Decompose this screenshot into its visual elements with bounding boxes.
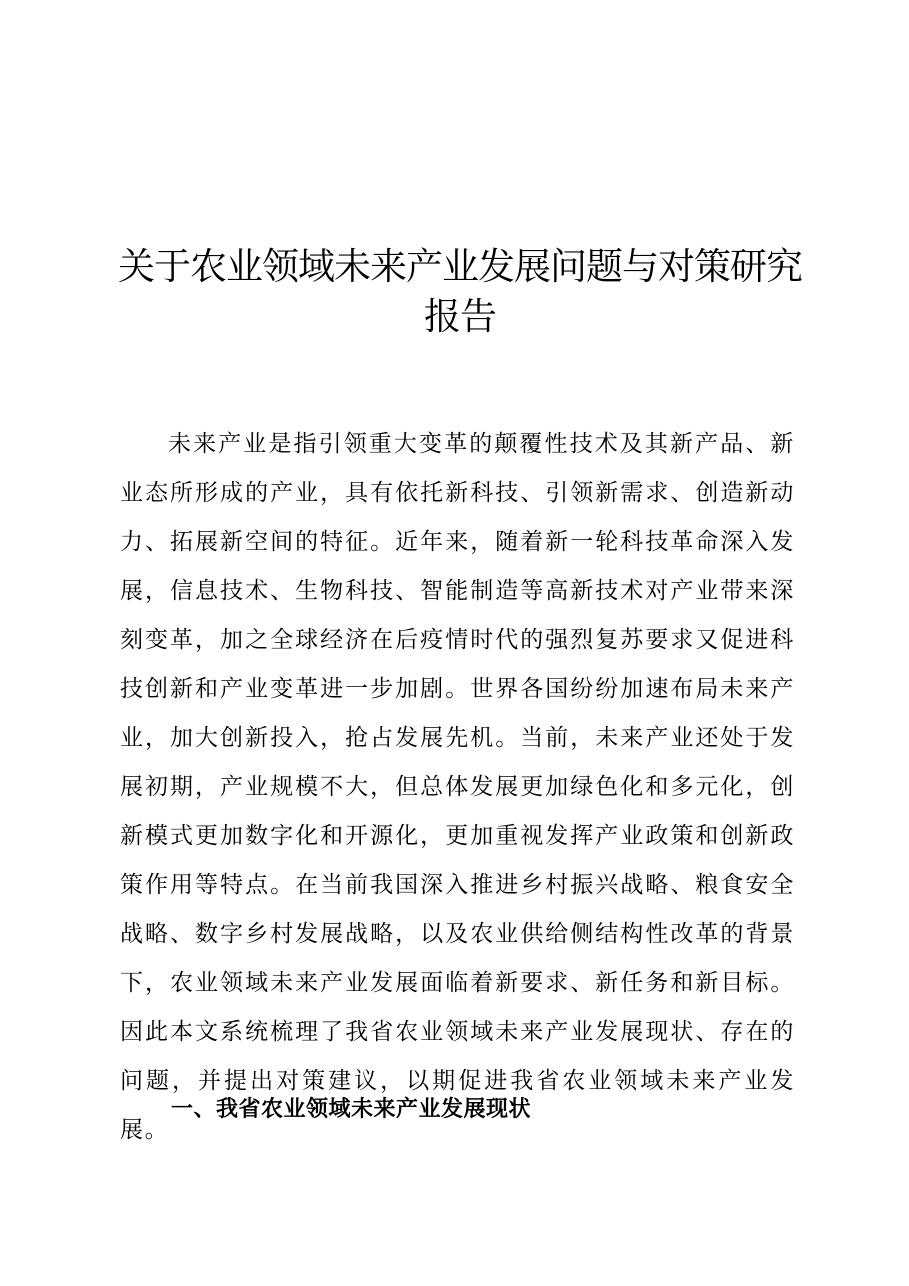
intro-paragraph: 未来产业是指引领重大变革的颠覆性技术及其新产品、新业态所形成的产业，具有依托新科技、引领新需求、创造新动力、拓展新空间的特征。近年来，随着新一轮科技革命深入发展，信息技术、生物科技、智能制造等高新技术对产业带来深刻变革，加之全球经济在后疫情时代的强烈复苏要求又促进科技创新和产业变革进一步加剧。世界各国纷纷加速布局未来产业，加大创新投入，抢占发展先机。当前，未来产业还处于发展初期，产业规模不大，但总体发展更加绿色化和多元化，创新模式更加数字化和开源化，更加重视发挥产业政策和创新政策作用等特点。在当前我国深入推进乡村振兴战略、粮食安全战略、数字乡村发展战略，以及农业供给侧结构性改革的背景下，农业领域未来产业发展面临着新要求、新任务和新目标。因此本文系统梳理了我省农业领域未来产业发展现状、存在的问题，并提出对策建议，以期促进我省农业领域未来产业发展。 [120,431,795,1143]
document-title: 关于农业领域未来产业发展问题与对策研究报告 [118,245,802,338]
section-heading: 一、我省农业领域未来产业发展现状 [171,1097,532,1122]
